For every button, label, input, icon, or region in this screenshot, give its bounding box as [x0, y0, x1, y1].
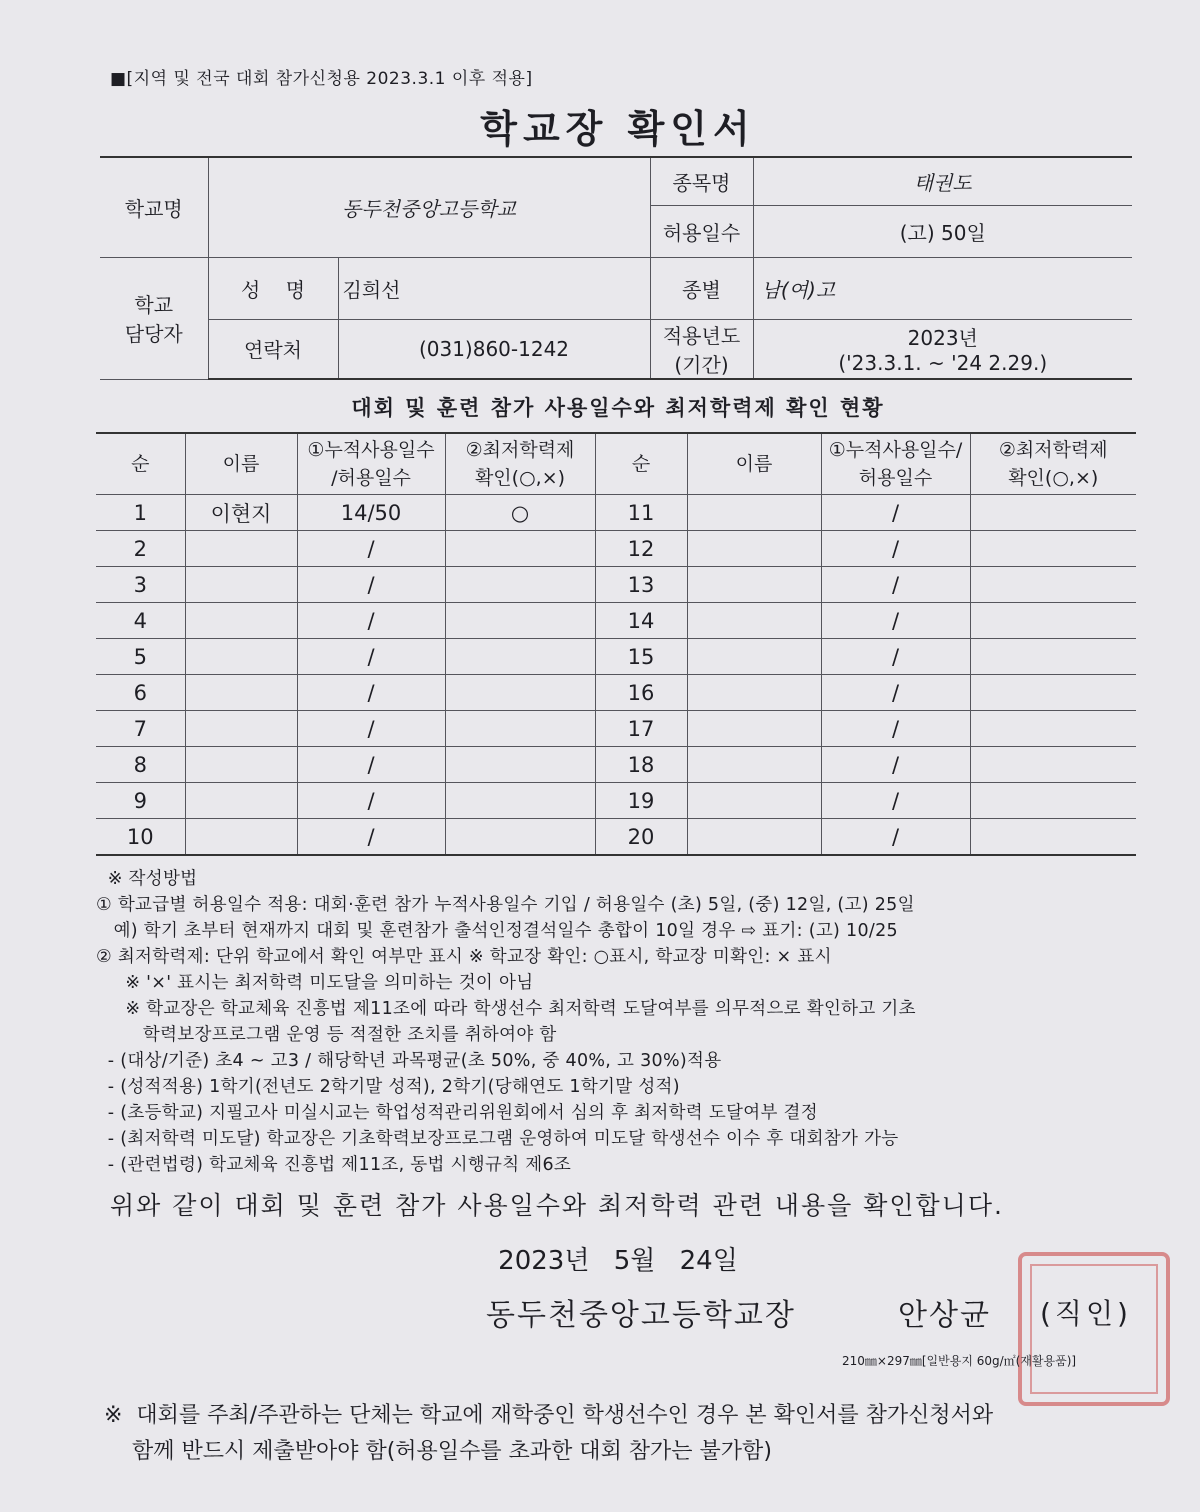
row-min-academic: [445, 711, 595, 747]
apply-year-label: [650, 319, 753, 379]
document-title: 학교장 확인서: [480, 107, 756, 151]
instruction-line: - (성적적용) 1학기(전년도 2학기말 성적), 2학기(당해연도 1학기말 성적): [96, 1077, 680, 1097]
row-min-academic: [445, 531, 595, 567]
row-no: 5: [96, 639, 185, 675]
row-name: [185, 567, 297, 603]
sign-date: 2023년 5월 24일: [498, 1246, 738, 1276]
row-used-days-right: /: [821, 639, 970, 675]
row-name: [185, 531, 297, 567]
header-name: 이름: [185, 433, 297, 495]
row-min-academic-right: [970, 819, 1136, 856]
table-row: [96, 531, 1136, 567]
row-min-academic: ○: [445, 495, 595, 531]
header-used-days-right: [821, 433, 970, 495]
row-no-right: 20: [595, 819, 687, 856]
table-row: [96, 711, 1136, 747]
row-no-right: 11: [595, 495, 687, 531]
header-used-days-right-line2: 허용일수: [858, 467, 933, 489]
row-min-academic-right: [970, 675, 1136, 711]
apply-year-value: [753, 319, 1132, 379]
row-name: [185, 783, 297, 819]
row-no: 2: [96, 531, 185, 567]
row-min-academic: [445, 567, 595, 603]
header-no: 순: [96, 433, 185, 495]
table-row: [96, 747, 1136, 783]
row-name: 이현지: [185, 495, 297, 531]
header-used-days-right-line1: ①누적사용일수/: [828, 439, 963, 461]
row-used-days-right: /: [821, 495, 970, 531]
row-min-academic-right: [970, 783, 1136, 819]
apply-year-value-line2: ('23.3.1. ~ '24 2.29.): [838, 351, 1048, 376]
table-row: [96, 819, 1136, 856]
header-used-days-line2: /허용일수: [331, 467, 411, 489]
principal-name: 안상균: [898, 1298, 991, 1333]
row-name-right: [687, 819, 821, 856]
confirmation-statement: 위와 같이 대회 및 훈련 참가 사용일수와 최저학력 관련 내용을 확인합니다.: [110, 1191, 1004, 1220]
header-min-academic-line2: 확인(○,×): [474, 467, 566, 489]
row-no: 1: [96, 495, 185, 531]
row-used-days-right: /: [821, 603, 970, 639]
row-used-days-right: /: [821, 675, 970, 711]
header-min-academic-right-line1: ②최저학력제: [998, 439, 1108, 461]
row-used-days-right: /: [821, 711, 970, 747]
row-name: [185, 711, 297, 747]
row-name-right: [687, 675, 821, 711]
row-min-academic-right: [970, 531, 1136, 567]
school-name-label: 학교명: [100, 157, 208, 257]
row-min-academic-right: [970, 567, 1136, 603]
instruction-line: 예) 학기 초부터 현재까지 대회 및 훈련참가 출석인정결석일수 총합이 10일 경우 ⇨ 표기: (고) 10/25: [96, 921, 898, 941]
seal-mark-label: (직인): [1040, 1297, 1132, 1330]
contact-person-label: [100, 257, 208, 379]
row-used-days-right: /: [821, 531, 970, 567]
row-min-academic-right: [970, 639, 1136, 675]
paper-spec: 210㎜×297㎜[일반용지 60g/㎡(재활용품)]: [842, 1354, 1077, 1368]
instruction-line: 학력보장프로그램 운영 등 적절한 조치를 취하여야 함: [96, 1025, 557, 1045]
allowed-days-label: 허용일수: [650, 205, 753, 257]
row-used-days: /: [297, 531, 445, 567]
school-name-value: 동두천중앙고등학교: [208, 157, 650, 257]
instruction-line: - (관련법령) 학교체육 진흥법 제11조, 동법 시행규칙 제6조: [96, 1155, 572, 1175]
contact-person-label-line2: 담당자: [124, 322, 183, 346]
apply-year-label-line1: 적용년도: [662, 323, 741, 348]
sport-value: 태권도: [753, 157, 1132, 205]
apply-year-label-line2: (기간): [674, 352, 729, 377]
footer-line: 함께 반드시 제출받아야 함(허용일수를 초과한 대회 참가는 불가함): [104, 1439, 772, 1464]
row-used-days-right: /: [821, 747, 970, 783]
row-name-right: [687, 567, 821, 603]
principal-school: 동두천중앙고등학교장: [486, 1298, 796, 1333]
row-used-days: /: [297, 639, 445, 675]
row-no: 4: [96, 603, 185, 639]
row-min-academic-right: [970, 603, 1136, 639]
row-min-academic-right: [970, 747, 1136, 783]
row-no-right: 17: [595, 711, 687, 747]
row-no: 7: [96, 711, 185, 747]
row-no-right: 16: [595, 675, 687, 711]
row-min-academic: [445, 747, 595, 783]
table-row: [96, 639, 1136, 675]
header-used-days: [297, 433, 445, 495]
apply-year-value-line1: 2023년: [907, 326, 978, 351]
row-name-right: [687, 603, 821, 639]
person-name-value: 김희선: [338, 257, 650, 319]
instruction-line: ② 최저학력제: 단위 학교에서 확인 여부만 표시 ※ 학교장 확인: ○표시, 학교장 미확인: × 표시: [96, 947, 832, 967]
row-used-days: /: [297, 675, 445, 711]
row-name-right: [687, 783, 821, 819]
row-no-right: 13: [595, 567, 687, 603]
row-min-academic: [445, 675, 595, 711]
participation-status-table: [96, 432, 1136, 856]
row-min-academic: [445, 819, 595, 856]
row-no: 8: [96, 747, 185, 783]
gender-label: 종별: [650, 257, 753, 319]
table-row: [96, 603, 1136, 639]
row-used-days: 14/50: [297, 495, 445, 531]
allowed-days-value: (고) 50일: [753, 205, 1132, 257]
instruction-line: ※ '×' 표시는 최저학력 미도달을 의미하는 것이 아님: [96, 973, 534, 993]
row-name-right: [687, 495, 821, 531]
row-used-days: /: [297, 783, 445, 819]
row-no: 6: [96, 675, 185, 711]
row-name-right: [687, 639, 821, 675]
header-no-right: 순: [595, 433, 687, 495]
header-min-academic-right-line2: 확인(○,×): [1008, 467, 1099, 489]
table-row: [96, 783, 1136, 819]
school-info-table: [100, 156, 1132, 380]
row-name-right: [687, 531, 821, 567]
row-used-days: /: [297, 747, 445, 783]
person-name-label: 성 명: [208, 257, 338, 319]
header-min-academic: [445, 433, 595, 495]
row-used-days-right: /: [821, 783, 970, 819]
row-used-days: /: [297, 819, 445, 856]
row-no-right: 15: [595, 639, 687, 675]
row-name: [185, 747, 297, 783]
gender-value: 남(여)고: [753, 257, 1132, 319]
row-name-right: [687, 747, 821, 783]
row-used-days: /: [297, 603, 445, 639]
row-min-academic: [445, 639, 595, 675]
row-used-days-right: /: [821, 567, 970, 603]
row-used-days: /: [297, 711, 445, 747]
instruction-line: ※ 작성방법: [96, 869, 198, 889]
header-name-right: 이름: [687, 433, 821, 495]
phone-label: 연락처: [208, 319, 338, 379]
contact-person-label-line1: 학교: [134, 293, 174, 317]
row-used-days-right: /: [821, 819, 970, 856]
footer-line: ※ 대회를 주최/주관하는 단체는 학교에 재학중인 학생선수인 경우 본 확인서를 참가신청서와: [104, 1403, 994, 1428]
row-no-right: 18: [595, 747, 687, 783]
instruction-line: - (초등학교) 지필고사 미실시교는 학업성적관리위원회에서 심의 후 최저학력 도달여부 결정: [96, 1103, 818, 1123]
table-row: [96, 567, 1136, 603]
row-min-academic-right: [970, 495, 1136, 531]
instruction-line: ① 학교급별 허용일수 적용: 대회·훈련 참가 누적사용일수 기입 / 허용일수 (초) 5일, (중) 12일, (고) 25일: [96, 895, 915, 915]
footer-notice: [104, 1398, 1144, 1470]
row-name: [185, 819, 297, 856]
row-no: 10: [96, 819, 185, 856]
row-min-academic: [445, 783, 595, 819]
table-row: [96, 495, 1136, 531]
table-row: [96, 675, 1136, 711]
form-usage-note: ■[지역 및 전국 대회 참가신청용 2023.3.1 이후 적용]: [110, 69, 533, 89]
section-title: 대회 및 훈련 참가 사용일수와 최저학력제 확인 현황: [351, 396, 885, 420]
phone-value: (031)860-1242: [338, 319, 650, 379]
row-name: [185, 603, 297, 639]
header-used-days-line1: ①누적사용일수: [307, 439, 435, 461]
row-min-academic-right: [970, 711, 1136, 747]
row-name-right: [687, 711, 821, 747]
instruction-line: - (대상/기준) 초4 ~ 고3 / 해당학년 과목평균(초 50%, 중 40%, 고 30%)적용: [96, 1051, 722, 1071]
header-min-academic-right: [970, 433, 1136, 495]
row-no-right: 19: [595, 783, 687, 819]
sport-label: 종목명: [650, 157, 753, 205]
header-min-academic-line1: ②최저학력제: [465, 439, 575, 461]
instruction-line: ※ 학교장은 학교체육 진흥법 제11조에 따라 학생선수 최저학력 도달여부를 의무적으로 확인하고 기초: [96, 999, 916, 1019]
row-no: 9: [96, 783, 185, 819]
writing-instructions: [96, 866, 1146, 1178]
row-name: [185, 675, 297, 711]
row-name: [185, 639, 297, 675]
row-used-days: /: [297, 567, 445, 603]
row-min-academic: [445, 603, 595, 639]
row-no-right: 14: [595, 603, 687, 639]
row-no: 3: [96, 567, 185, 603]
row-no-right: 12: [595, 531, 687, 567]
instruction-line: - (최저학력 미도달) 학교장은 기초학력보장프로그램 운영하여 미도달 학생선수 이수 후 대회참가 가능: [96, 1129, 899, 1149]
